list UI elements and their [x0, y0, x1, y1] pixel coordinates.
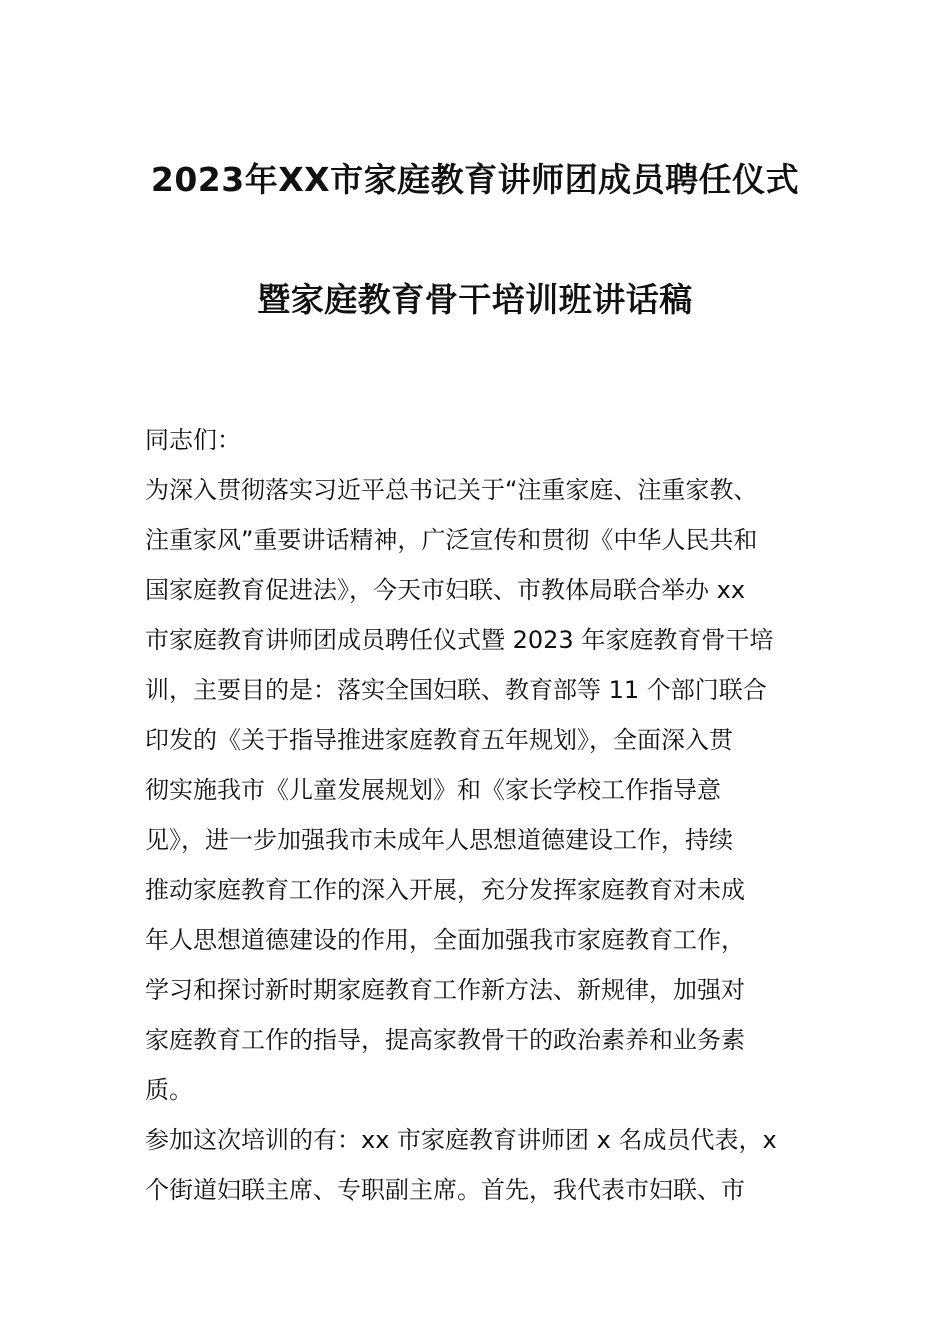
salutation: 同志们： — [145, 426, 241, 454]
body-line: 参加这次培训的有：xx 市家庭教育讲师团 x 名成员代表，x — [145, 1126, 777, 1154]
document-body — [145, 415, 815, 1215]
body-line: 市家庭教育讲师团成员聘任仪式暨 2023 年家庭教育骨干培 — [145, 626, 774, 654]
body-line: 为深入贯彻落实习近平总书记关于“注重家庭、注重家教、 — [145, 476, 758, 504]
body-line: 年人思想道德建设的作用，全面加强我市家庭教育工作， — [145, 926, 745, 954]
body-line: 推动家庭教育工作的深入开展，充分发挥家庭教育对未成 — [145, 876, 745, 904]
body-line: 国家庭教育促进法》，今天市妇联、市教体局联合举办 xx — [145, 576, 746, 604]
document-title-line-1: 2023年XX市家庭教育讲师团成员聘任仪式 — [150, 160, 800, 199]
body-line: 彻实施我市《儿童发展规划》和《家长学校工作指导意 — [145, 776, 721, 804]
body-line: 训，主要目的是：落实全国妇联、教育部等 11 个部门联合 — [145, 676, 767, 704]
document-title-line-2: 暨家庭教育骨干培训班讲话稿 — [257, 280, 693, 319]
body-line: 学习和探讨新时期家庭教育工作新方法、新规律，加强对 — [145, 976, 745, 1004]
body-line: 印发的《关于指导推进家庭教育五年规划》，全面深入贯 — [145, 726, 733, 754]
body-line: 注重家风”重要讲话精神，广泛宣传和贯彻《中华人民共和 — [145, 526, 758, 554]
body-line: 质。 — [145, 1076, 193, 1104]
body-line: 家庭教育工作的指导，提高家教骨干的政治素养和业务素 — [145, 1026, 745, 1054]
body-line: 见》，进一步加强我市未成年人思想道德建设工作，持续 — [145, 826, 733, 854]
body-line: 个街道妇联主席、专职副主席。首先，我代表市妇联、市 — [145, 1176, 745, 1204]
